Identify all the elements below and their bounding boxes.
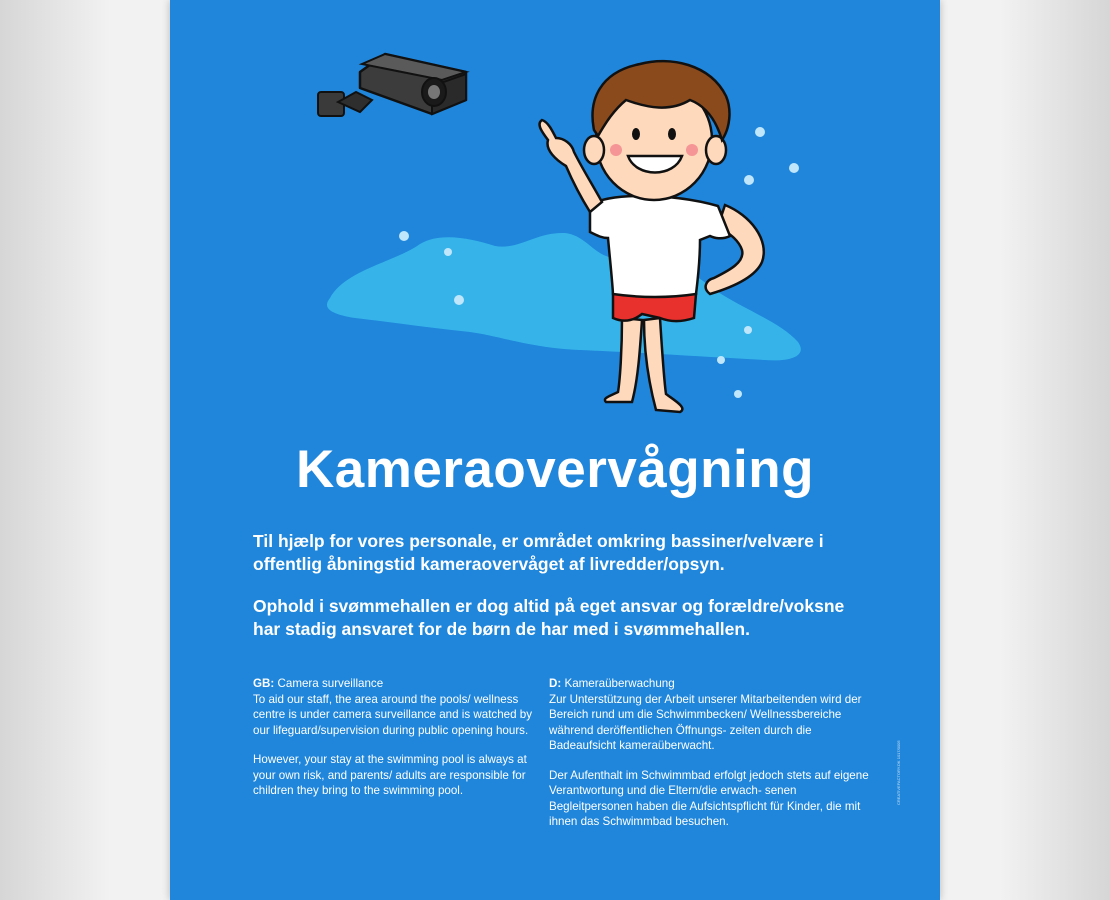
section-heading: Camera surveillance — [277, 677, 384, 690]
section-paragraph: To aid our staff, the area around the pools/ wellness centre is under camera surveillance and is watched by our lifeguard/supervision during public opening hours. — [253, 692, 533, 737]
section-paragraph: Der Aufenthalt im Schwimmbad erfolgt jedoch stets auf eigene Verantwortung und die Eltern/die erwach- senen Begleitpersonen haben die Aufsichtspflicht für Kinder, die mit ihnen das Schwimmbad besuchen. — [549, 768, 869, 828]
language-code: D: — [549, 677, 562, 690]
intro-paragraph: Ophold i svømmehallen er dog altid på eget ansvar og forældre/voksne har stadig ansvaret for de børn de har med i svømmehallen. — [253, 596, 845, 639]
language-code: GB: — [253, 677, 275, 690]
side-code: CREATIVEFACTORY.DK 1017/0005 — [896, 740, 901, 805]
security-camera-icon — [318, 54, 466, 116]
german-heading — [549, 676, 869, 692]
illustration — [170, 0, 940, 430]
section-heading: Kameraüberwachung — [564, 677, 675, 690]
poster — [170, 0, 940, 900]
section-paragraph: However, your stay at the swimming pool is always at your own risk, and parents/ adults are responsible for children they bring to the swimming pool. — [253, 753, 527, 797]
english-heading — [253, 676, 533, 692]
section-paragraph: Zur Unterstützung der Arbeit unserer Mitarbeitenden wird der Bereich rund um die Schwimmbecken/ Wellnessbereiche während deröffentlichen Öffnungs- zeiten durch die Badeaufsicht kameraüberwacht. — [549, 692, 862, 752]
intro-paragraph: Til hjælp for vores personale, er området omkring bassiner/velvære i offentlig åbningstid kameraovervåget af livredder/opsyn. — [253, 531, 824, 574]
water-splash-illustration — [327, 127, 801, 398]
german-section — [549, 676, 869, 844]
poster-title: Kameraovervågning — [295, 440, 815, 499]
english-section — [253, 676, 533, 813]
